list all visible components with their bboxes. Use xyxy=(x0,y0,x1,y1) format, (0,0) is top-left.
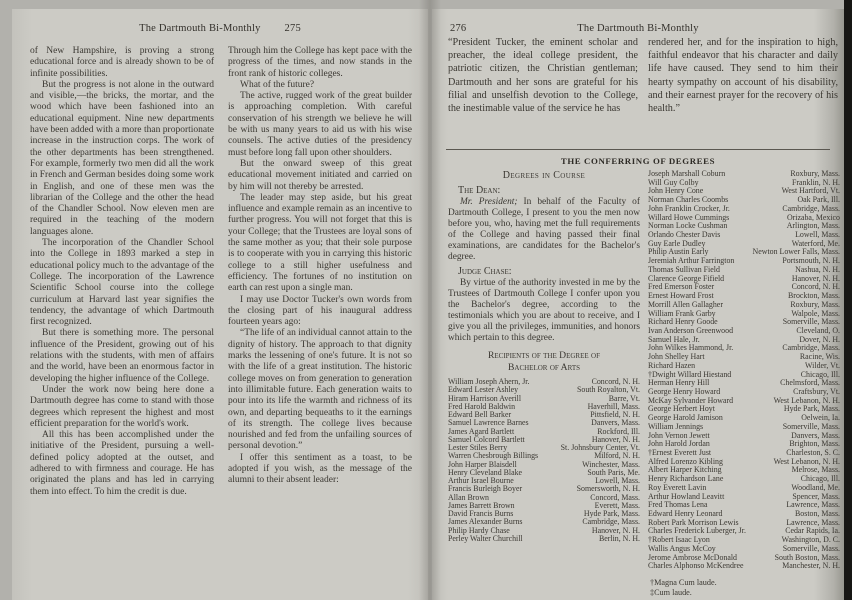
graduate-name: Willard Howe Cummings xyxy=(648,212,730,222)
section-divider-rule xyxy=(446,149,830,150)
paragraph: Through him the College has kept pace with the progress of the times, and now stands in the front rank of historic colleges. xyxy=(228,46,412,79)
graduate-name: Morrill Allen Gallagher xyxy=(648,299,723,309)
graduate-name: Guy Earle Dudley xyxy=(648,238,706,248)
graduate-name: Ernest Howard Frost xyxy=(648,291,714,301)
graduate-name: Fred Thomas Lena xyxy=(648,500,708,510)
graduate-residence: Lowell, Mass. xyxy=(595,476,640,485)
graduate-residence: Hyde Park, Mass. xyxy=(783,404,840,414)
graduate-name: Henry Richardson Lane xyxy=(648,474,724,484)
graduate-residence: Nashua, N. H. xyxy=(795,264,840,274)
paragraph: All this has been accomplished under the initiative of the President, pursuing a well-defined policy adopted at the outset, and adhered to with firmness and courage. He has originated the plans and has led in carrying them into effect. To him the credit is due. xyxy=(30,430,214,497)
graduate-residence: Lowell, Mass. xyxy=(795,230,840,240)
graduate-residence: Danvers, Mass. xyxy=(791,430,840,440)
graduate-residence: Washington, D. C. xyxy=(781,535,840,545)
graduate-name: George Herbert Hoyt xyxy=(648,404,715,414)
tribute-quote-column-1: “President Tucker, the eminent scholar and preacher, the ideal college president, the patriotic citizen, the Christian gentleman; Dartmouth and her sons are grateful for his filial and unselfish devotion to the College, the inestimable value of the service he has xyxy=(448,37,638,115)
judge-speech: By virtue of the authority invested in me by the Trustees of Dartmouth College I confer upon you the Bachelor's degree, according to the testimonials which you are about to receive, and I give you all the privileges, immunities, and honors which pertain to this degree. xyxy=(448,278,640,343)
left-page-column-1 xyxy=(30,46,214,498)
graduate-name: Fred Harold Baldwin xyxy=(448,401,516,411)
graduate-name: Fred Emerson Foster xyxy=(648,282,715,292)
graduate-residence: Newton Lower Falls, Mass. xyxy=(752,247,840,257)
graduate-residence: Cambridge, Mass. xyxy=(782,343,840,353)
graduate-residence: Somersworth, N. H. xyxy=(576,484,640,494)
graduate-residence: Portsmouth, N. H. xyxy=(782,256,840,266)
graduates-list-b xyxy=(648,170,840,571)
graduate-name: Samuel Lawrence Barnes xyxy=(448,418,529,428)
graduate-name: Norman Locke Cushman xyxy=(648,221,728,231)
graduate-residence: Wilder, Vt. xyxy=(805,360,840,370)
graduate-residence: South Paris, Me. xyxy=(587,467,640,477)
graduate-row xyxy=(448,535,640,543)
dean-salutation: Mr. President; xyxy=(460,197,518,207)
graduate-residence: West Hartford, Vt. xyxy=(781,186,840,196)
graduate-residence: Hanover, N. H. xyxy=(591,525,640,535)
graduate-residence: Cleveland, O. xyxy=(796,325,840,335)
graduate-name: Robert Park Morrison Lewis xyxy=(648,517,739,527)
page-276 xyxy=(432,9,844,600)
graduate-residence: Concord, N. H. xyxy=(591,377,640,386)
graduate-residence: Melrose, Mass. xyxy=(791,465,840,475)
graduate-name: Allan Brown xyxy=(448,492,489,502)
graduate-residence: Orizaba, Mexico xyxy=(786,212,840,222)
paragraph: The leader may step aside, but his great influence and example remain as an incentive to further progress. You will not forget that this is your College; that the Trustees are loyal sons of the same mother as you; that their sole purpose is to cooperate with you in carrying this historic college to a still higher usefulness and efficiency. The fortunes of no institution on earth can rest upon a single man. xyxy=(228,192,412,294)
graduate-residence: Oak Park, Ill. xyxy=(797,195,840,205)
judge-label: Judge Chase: xyxy=(458,266,512,277)
graduate-name: James Agard Bartlett xyxy=(448,426,515,436)
graduate-residence: Barre, Vt. xyxy=(608,393,640,403)
graduate-name: Edward Henry Leonard xyxy=(648,509,723,519)
graduate-name: Perley Walter Churchill xyxy=(448,533,523,543)
graduate-residence: Craftsbury, Vt. xyxy=(793,386,840,396)
graduate-residence: Walpole, Mass. xyxy=(791,308,840,318)
graduate-name: George Henry Howard xyxy=(648,386,721,396)
right-page-number: 276 xyxy=(450,23,467,34)
graduate-residence: Chicago, Ill. xyxy=(800,474,840,484)
recipients-heading-line: Bachelor of Arts xyxy=(507,361,580,373)
graduate-residence: Everett, Mass. xyxy=(594,500,640,510)
graduate-residence: Spencer, Mass. xyxy=(792,491,840,501)
graduate-name: George Harold Jamison xyxy=(648,413,723,423)
section-title: THE CONFERRING OF DEGREES xyxy=(560,156,716,166)
degrees-column-2 xyxy=(648,170,840,598)
graduate-name: Will Guy Colby xyxy=(648,177,699,187)
graduate-name: Richard Henry Goode xyxy=(648,317,718,327)
graduate-residence: South Boston, Mass. xyxy=(774,552,840,562)
graduate-name: John Franklin Crocker, Jr. xyxy=(648,203,730,213)
graduate-name: Arthur Howland Leavitt xyxy=(648,491,725,501)
graduate-name: John Wilkes Hammond, Jr. xyxy=(648,343,734,353)
paragraph: The incorporation of the Chandler School into the College in 1893 marked a step in educational policy much to the advantage of the College. The incorporation of the Lawrence Scientific School course into the college curriculum at Harvard last year signifies the tendency, the advantage of which Dartmouth first recognized. xyxy=(30,238,214,328)
graduate-residence: Winchester, Mass. xyxy=(582,459,640,469)
graduate-name: James Barrett Brown xyxy=(448,500,515,510)
graduate-name: John Harold Jordan xyxy=(648,439,710,449)
left-page-column-2 xyxy=(228,46,412,487)
graduate-name: William Jennings xyxy=(648,421,704,431)
book-edge-bar xyxy=(844,0,852,600)
graduate-name: Orlando Chester Davis xyxy=(648,230,721,240)
graduate-residence: Milford, N. H. xyxy=(594,451,640,461)
graduate-name: William Frank Garby xyxy=(648,308,716,318)
graduate-name: Richard Hazen xyxy=(648,360,696,370)
graduate-name: †Robert Isaac Lyon xyxy=(648,535,710,545)
graduate-residence: Cambridge, Mass. xyxy=(582,517,640,527)
graduate-residence: Chelmsford, Mass. xyxy=(780,378,840,388)
paragraph: But the progress is not alone in the outward and visible,—the bricks, the mortar, and the wood which have been fashioned into an educational equipment. Nine new departments have been added with a more than proportionate increase in the instruction corps. The work of the other departments has been strengthened. For example, formerly two men did all the work in French and German besides doing some work in English, and one of these men was the librarian of the College and the other the head of the Chandler School. Now eleven men are required in the teaching of the modern languages alone. xyxy=(30,79,214,237)
paragraph: I may use Doctor Tucker's own words from the closing part of his inaugural address fourteen years ago: xyxy=(228,294,412,328)
footnote: ‡Cum laude. xyxy=(650,588,692,598)
recipients-heading-line: Recipients of the Degree of xyxy=(488,350,600,361)
left-running-title: The Dartmouth Bi-Monthly xyxy=(139,23,261,34)
dean-speech xyxy=(448,197,640,263)
graduates-list-a xyxy=(448,378,640,543)
graduate-name: James Alexander Burns xyxy=(448,517,523,527)
graduate-name: Albert Harper Kitching xyxy=(648,465,722,475)
graduate-name: Charles Alphonso McKendree xyxy=(648,561,744,571)
graduate-name: Philip Austin Early xyxy=(648,247,709,257)
graduate-residence: Waterford, Me. xyxy=(791,238,840,248)
footnote: †Magna Cum laude. xyxy=(650,578,717,588)
paragraph: of New Hampshire, is proving a strong educational force and is already shown to be of infinite possibilities. xyxy=(30,46,214,79)
graduate-residence: Pittsfield, N. H. xyxy=(590,410,640,419)
graduate-name: Clarence George Fifield xyxy=(648,273,725,283)
graduate-residence: Chicago, Ill. xyxy=(800,369,840,379)
graduate-residence: Somerville, Mass. xyxy=(782,317,840,327)
graduate-residence: Franklin, N. H. xyxy=(792,177,840,187)
graduate-residence: West Lebanon, N. H. xyxy=(773,395,840,405)
graduate-residence: Lawrence, Mass. xyxy=(786,517,840,527)
graduate-residence: St. Johnsbury Center, Vt. xyxy=(560,443,640,452)
graduate-name: Samuel Hale, Jr. xyxy=(648,334,700,344)
graduate-residence: Charleston, S. C. xyxy=(786,448,840,457)
dean-speech-text: In behalf of the Faculty of Dartmouth College, I present to you the men now before you, who, having met the full requirements of the College and having passed their final examinations, are candidates for the Bachelor's degree. xyxy=(448,197,640,262)
graduate-residence: Racine, Wis. xyxy=(799,352,840,362)
graduate-residence: Berlin, N. H. xyxy=(599,533,640,543)
graduate-name: David Francis Burns xyxy=(448,509,514,518)
graduate-residence: Hanover, N. H. xyxy=(791,273,840,283)
graduate-name: Jerome Ambrose McDonald xyxy=(648,552,737,562)
graduate-residence: Concord, N. H. xyxy=(791,282,840,292)
graduate-residence: Concord, Mass. xyxy=(590,492,640,502)
graduate-residence: Brockton, Mass. xyxy=(788,291,840,301)
graduate-name: Edward Bell Barker xyxy=(448,410,512,419)
graduate-residence: Haverhill, Mass. xyxy=(587,401,640,411)
honors-footnotes xyxy=(648,578,840,598)
page-275 xyxy=(12,9,428,600)
graduate-name: Jeremiah Arthur Farrington xyxy=(648,256,735,266)
graduate-residence: Arlington, Mass. xyxy=(786,221,840,231)
graduate-residence: South Royalton, Vt. xyxy=(577,385,640,395)
graduate-name: Lester Stiles Berry xyxy=(448,443,508,452)
right-running-title: The Dartmouth Bi-Monthly xyxy=(577,23,699,34)
graduate-residence: Roxbury, Mass. xyxy=(790,299,840,309)
graduate-residence: Hyde Park, Mass. xyxy=(583,509,640,518)
paragraph: But there is something more. The personal influence of the President, growing out of his relations with the students, with men of affairs and the world, have been an enormous factor in developing the higher influence of the College. xyxy=(30,328,214,384)
graduate-residence: Roxbury, Mass. xyxy=(790,169,840,178)
graduate-residence: West Lebanon, N. H. xyxy=(773,456,840,466)
graduate-residence: Somerville, Mass. xyxy=(782,421,840,431)
graduate-name: Samuel Colcord Bartlett xyxy=(448,434,525,444)
graduate-residence: Cambridge, Mass. xyxy=(782,203,840,213)
graduate-name: Edward Lester Ashley xyxy=(448,385,519,395)
graduate-name: Joseph Marshall Coburn xyxy=(648,169,726,178)
graduate-name: Roy Everett Lavin xyxy=(648,482,707,492)
right-page-header xyxy=(432,23,844,34)
graduate-name: John Harper Blaisdell xyxy=(448,459,517,469)
graduate-residence: Hanover, N. H. xyxy=(591,434,640,444)
graduate-name: Wallis Angus McCoy xyxy=(648,543,716,553)
graduate-name: John Shelley Hart xyxy=(648,352,705,362)
graduate-residence: Brighton, Mass. xyxy=(789,439,840,449)
graduate-name: Ivan Anderson Greenwood xyxy=(648,325,734,335)
graduate-residence: Woodland, Me. xyxy=(791,482,840,492)
graduate-name: Herman Henry Hill xyxy=(648,378,710,388)
paragraph: What of the future? xyxy=(240,79,315,90)
graduate-name: McKay Sylvander Howard xyxy=(648,395,734,405)
graduate-residence: Danvers, Mass. xyxy=(591,418,640,428)
graduate-name: William Joseph Ahern, Jr. xyxy=(448,377,530,386)
graduate-name: Norman Charles Coombs xyxy=(648,195,729,205)
degrees-column-1 xyxy=(448,170,640,543)
graduate-name: Arthur Israel Bourne xyxy=(448,476,514,485)
tribute-quote-column-2: rendered her, and for the inspiration to high, faithful endeavor that his character and daily life have caused. They send to him their hearty sympathy on account of his disability, and their earnest prayer for the recovery of his health.” xyxy=(648,37,838,115)
paragraph: “The life of an individual cannot attain to the dignity of history. The approach to that dignity marks the lessening of one's future. It is not so with the life of a great institution. The historic college moves on from generation to generation into illimitable future. Each generation waits to pour into its life the warmth and richness of its own, and departing bequeaths to it the earnings of its strength. The college lives because nourished and fed from the unfailing sources of personal devotion.” xyxy=(228,328,412,452)
recipients-heading xyxy=(448,350,640,373)
left-page-number: 275 xyxy=(284,23,301,34)
graduate-name: Alfred Lorenzo Kibling xyxy=(648,456,723,466)
graduate-name: John Henry Cone xyxy=(648,186,704,196)
paragraph: The active, rugged work of the great builder is approaching completion. With careful conservation of his strength we believe he will be with us many years to aid us with his wise counsels. The active duties of the presidency must before long fall upon other shoulders. xyxy=(228,91,412,158)
graduate-name: Hiram Harrison Averill xyxy=(448,393,522,403)
graduate-residence: Somerville, Mass. xyxy=(782,543,840,553)
graduate-name: Thomas Sullivan Field xyxy=(648,264,720,274)
graduate-residence: Dover, N. H. xyxy=(799,334,840,344)
graduate-residence: Oelwein, Ia. xyxy=(801,413,840,423)
degrees-in-course-heading: Degrees in Course xyxy=(502,170,586,181)
graduate-name: Henry Cleveland Blake xyxy=(448,467,523,477)
graduate-name: Francis Burleigh Boyer xyxy=(448,484,523,494)
graduate-residence: Rockford, Ill. xyxy=(597,426,640,436)
graduate-name: Philip Hardy Chase xyxy=(448,525,510,535)
graduate-name: John Vernon Jewett xyxy=(648,430,710,440)
graduate-residence: Lawrence, Mass. xyxy=(786,500,840,510)
paragraph: Under the work now being here done a Dartmouth degree has come to stand with those degrees which represent the highest and most efficient preparation for the world's work. xyxy=(30,384,214,429)
graduate-row xyxy=(648,562,840,571)
dean-label: The Dean: xyxy=(458,185,501,196)
graduate-residence: Manchester, N. H. xyxy=(782,561,840,571)
graduate-name: †Ernest Everett Just xyxy=(648,448,712,457)
graduate-name: Charles Frederick Luberger, Jr. xyxy=(648,526,746,536)
graduate-name: †Dwight Willard Hiestand xyxy=(648,369,732,379)
graduate-residence: Cedar Rapids, Ia. xyxy=(785,526,840,536)
graduate-name: Warren Chesbrough Billings xyxy=(448,451,539,461)
paragraph: I offer this sentiment as a toast, to be adopted if you wish, as the message of the alumni to their absent leader: xyxy=(228,452,412,486)
graduate-residence: Boston, Mass. xyxy=(795,509,840,519)
left-page-header xyxy=(12,23,428,34)
paragraph: But the onward sweep of this great educational movement initiated and carried on by him will not thereby be arrested. xyxy=(228,158,412,192)
